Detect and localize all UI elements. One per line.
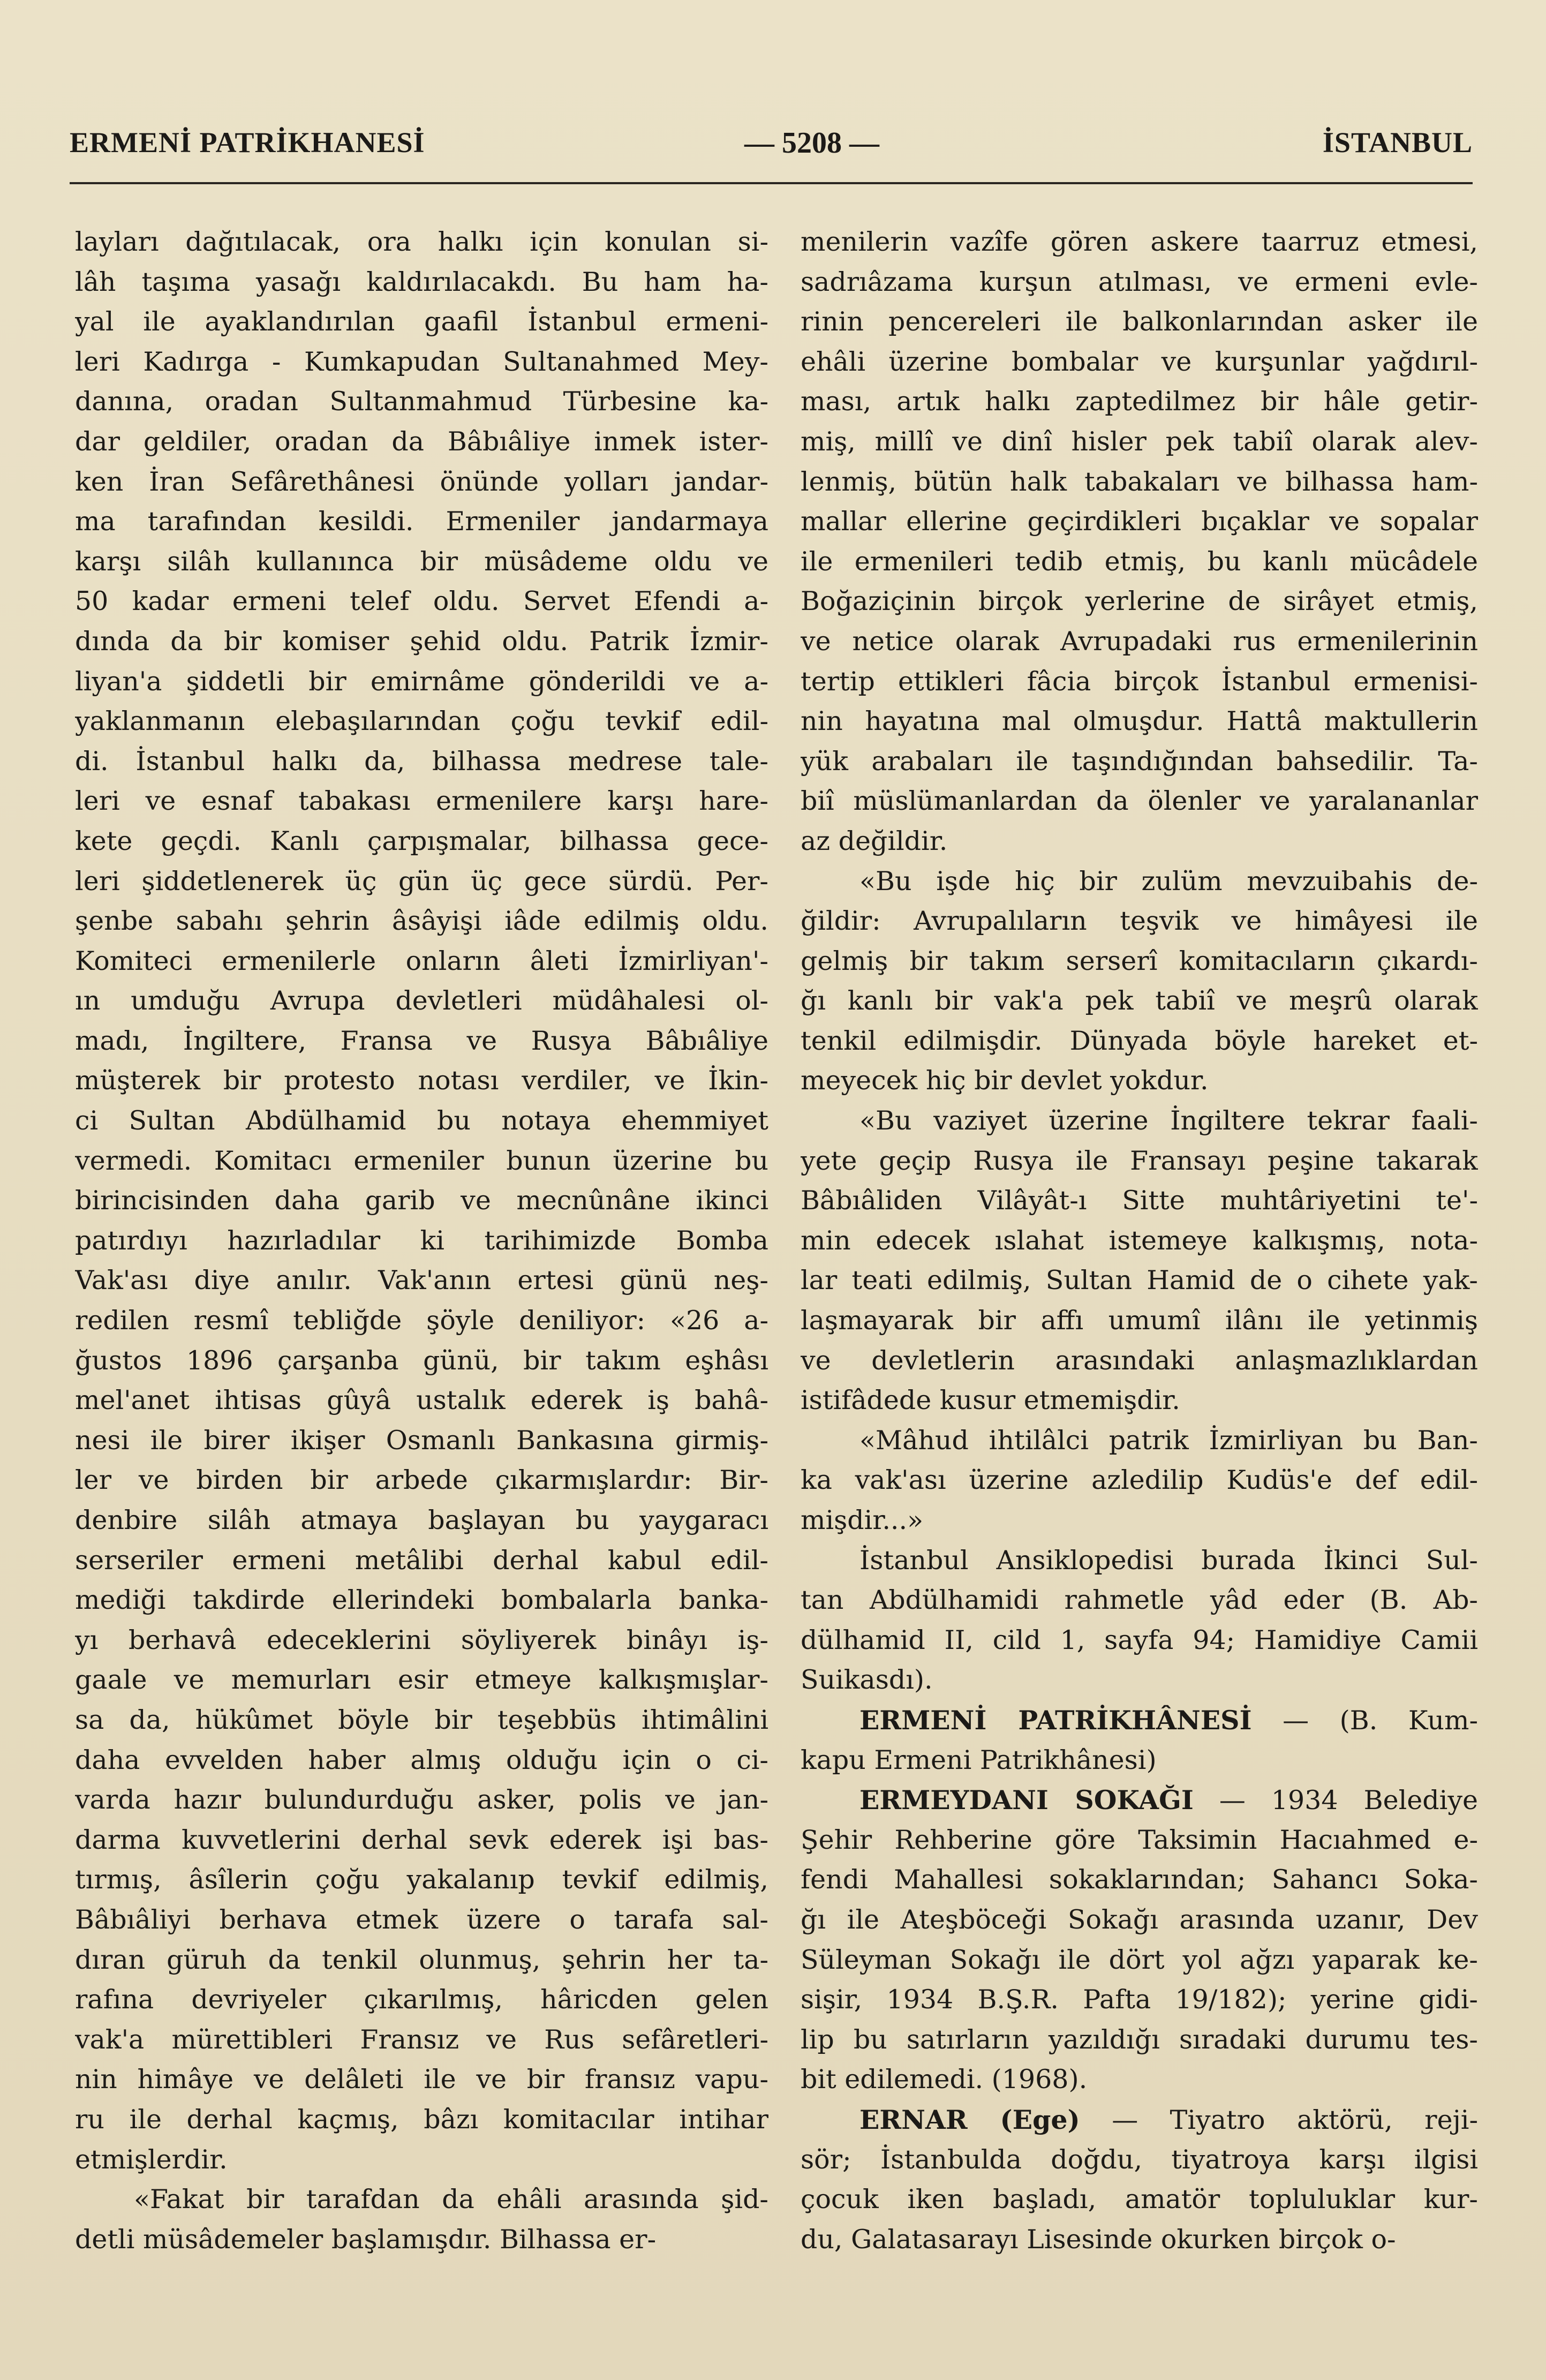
entry-headword: ERMEYDANI SOKAĞI xyxy=(859,1784,1194,1816)
text-line: madı, İngiltere, Fransa ve Rusya Bâbıâliye xyxy=(75,1025,768,1056)
text-line: mediği takdirde ellerindeki bombalarla banka- xyxy=(75,1585,768,1616)
text-line: ma tarafından kesildi. Ermeniler jandarmaya xyxy=(75,506,768,537)
text-line: Boğaziçinin birçok yerlerine de sirâyet etmiş, xyxy=(801,586,1478,617)
entry-headword: ERMENİ PATRİKHÂNESİ xyxy=(859,1704,1252,1736)
text-line: denbire silâh atmaya başlayan bu yaygaracı xyxy=(75,1505,768,1535)
text-line: «Mâhud ihtilâlci patrik İzmirliyan bu Ban- xyxy=(859,1425,1478,1456)
text-line: du, Galatasarayı Lisesinde okurken birçok o- xyxy=(801,2224,1396,2255)
text-line: patırdıyı hazırladılar ki tarihimizde Bomba xyxy=(75,1225,768,1256)
text-line: «Bu işde hiç bir zulüm mevzuibahis de- xyxy=(859,865,1478,897)
text-line: ve netice olarak Avrupadaki rus ermenilerinin xyxy=(801,626,1478,657)
text-line: ğustos 1896 çarşanba günü, bir takım eşhâsı xyxy=(75,1345,768,1376)
text-line: varda hazır bulundurduğu asker, polis ve jan- xyxy=(75,1784,768,1816)
text-line: az değildir. xyxy=(801,825,948,856)
text-line: müşterek bir protesto notası verdiler, ve İkin- xyxy=(75,1065,768,1096)
text-line: yı berhavâ edeceklerini söyliyerek binâyı iş- xyxy=(75,1624,768,1655)
text-line: daha evvelden haber almış olduğu için o ci- xyxy=(75,1744,768,1775)
text-line: ğildir: Avrupalıların teşvik ve himâyesi ile xyxy=(801,906,1478,937)
text-line: leri Kadırga - Kumkapudan Sultanahmed Mey- xyxy=(75,346,768,377)
text-line: ERNAR (Ege) — Tiyatro aktörü, reji- xyxy=(859,2104,1478,2135)
text-line: redilen resmî tebliğde şöyle deniliyor: «26 a- xyxy=(75,1305,768,1336)
entry-headword: ERNAR (Ege) xyxy=(859,2104,1080,2135)
text-line: biî müslümanlardan da ölenler ve yaralananlar xyxy=(801,786,1478,817)
text-line: lenmiş, bütün halk tabakaları ve bilhassa ham- xyxy=(801,466,1478,497)
text-line: yük arabaları ile taşındığından bahsedilir. Ta- xyxy=(801,745,1478,777)
text-line: çocuk iken başladı, amatör topluluklar kur- xyxy=(801,2184,1478,2215)
text-line: miş, millî ve dinî hisler pek tabiî olarak alev- xyxy=(801,426,1478,457)
text-line: ile ermenileri tedib etmiş, bu kanlı mücâdele xyxy=(801,546,1478,577)
text-line: ehâli üzerine bombalar ve kurşunlar yağdırıl- xyxy=(801,346,1478,377)
text-line: tertip ettikleri fâcia birçok İstanbul ermenisi- xyxy=(801,666,1478,697)
text-line: min edecek ıslahat istemeye kalkışmış, nota- xyxy=(801,1225,1478,1256)
text-line: leri şiddetlenerek üç gün üç gece sürdü. Per- xyxy=(75,865,768,897)
text-line: layları dağıtılacak, ora halkı için konulan si- xyxy=(75,227,768,257)
text-line: fendi Mahallesi sokaklarından; Sahancı Soka- xyxy=(801,1864,1478,1895)
text-line: ru ile derhal kaçmış, bâzı komitacılar intihar xyxy=(75,2104,768,2135)
text-line: kapu Ermeni Patrikhânesi) xyxy=(801,1744,1157,1775)
text-line: gaale ve memurları esir etmeye kalkışmışlar- xyxy=(75,1665,768,1696)
text-line: Bâbıâliyi berhava etmek üzere o tarafa sal- xyxy=(75,1904,768,1935)
text-line: laşmayarak bir affı umumî ilânı ile yetinmiş xyxy=(801,1305,1478,1336)
header-section-title: ERMENİ PATRİKHANESİ xyxy=(70,126,425,159)
text-line: ması, artık halkı zaptedilmez bir hâle getir- xyxy=(801,386,1478,417)
text-line: yete geçip Rusya ile Fransayı peşine takarak xyxy=(801,1145,1478,1176)
text-line: ERMENİ PATRİKHÂNESİ — (B. Kum- xyxy=(859,1704,1478,1736)
text-line: liyan'a şiddetli bir emirnâme gönderildi ve a- xyxy=(75,666,768,697)
text-line: İstanbul Ansiklopedisi burada İkinci Sul- xyxy=(859,1545,1478,1576)
text-line: 50 kadar ermeni telef oldu. Servet Efendi a- xyxy=(75,586,768,617)
text-line: ğı kanlı bir vak'a pek tabiî ve meşrû olarak xyxy=(801,985,1478,1016)
text-line: lar teati edilmiş, Sultan Hamid de o cihete yak- xyxy=(801,1265,1478,1296)
text-line: tırmış, âsîlerin çoğu yakalanıp tevkif edilmiş, xyxy=(75,1864,768,1895)
text-line: tan Abdülhamidi rahmetle yâd eder (B. Ab- xyxy=(801,1585,1478,1616)
text-line: nin hayatına mal olmuşdur. Hattâ maktullerin xyxy=(801,706,1478,737)
text-line: leri ve esnaf tabakası ermenilere karşı hare- xyxy=(75,786,768,817)
text-line: ve devletlerin arasındaki anlaşmazlıklardan xyxy=(801,1345,1478,1376)
text-line: nesi ile birer ikişer Osmanlı Bankasına girmiş- xyxy=(75,1425,768,1456)
text-line: sişir, 1934 B.Ş.R. Pafta 19/182); yerine gidi- xyxy=(801,1984,1478,2015)
text-line: mel'anet ihtisas gûyâ ustalık ederek iş bahâ- xyxy=(75,1385,768,1416)
text-line: karşı silâh kullanınca bir müsâdeme oldu ve xyxy=(75,546,768,577)
page-number: — 5208 — xyxy=(744,126,879,160)
text-line: meyecek hiç bir devlet yokdur. xyxy=(801,1065,1209,1096)
text-line: menilerin vazîfe gören askere taarruz etmesi, xyxy=(801,227,1478,257)
text-line: «Bu vaziyet üzerine İngiltere tekrar faali- xyxy=(859,1105,1478,1136)
text-line: kete geçdi. Kanlı çarpışmalar, bilhassa gece- xyxy=(75,825,768,856)
right-text-column xyxy=(801,222,1478,2260)
text-line: gelmiş bir takım serserî komitacıların çıkardı- xyxy=(801,945,1478,976)
text-line: Suikasdı). xyxy=(801,1665,933,1696)
text-line: lâh taşıma yasağı kaldırılacakdı. Bu ham ha- xyxy=(75,266,768,297)
text-line: «Fakat bir tarafdan da ehâli arasında şid- xyxy=(134,2184,768,2215)
text-line: yaklanmanın elebaşılarından çoğu tevkif edil- xyxy=(75,706,768,737)
text-line: birincisinden daha garib ve mecnûnâne ikinci xyxy=(75,1185,768,1216)
header-rule xyxy=(70,182,1473,184)
text-line: ğı ile Ateşböceği Sokağı arasında uzanır, Dev xyxy=(801,1904,1478,1935)
text-line: rinin pencereleri ile balkonlarından asker ile xyxy=(801,306,1478,337)
text-line: rafına devriyeler çıkarılmış, hâricden gelen xyxy=(75,1984,768,2015)
text-line: dıran güruh da tenkil olunmuş, şehrin her ta- xyxy=(75,1944,768,1975)
text-line: Bâbıâliden Vilâyât-ı Sitte muhtâriyetini te'- xyxy=(801,1185,1478,1216)
text-line: serseriler ermeni metâlibi derhal kabul edil- xyxy=(75,1545,768,1576)
text-line: dar geldiler, oradan da Bâbıâliye inmek ister- xyxy=(75,426,768,457)
text-line: ci Sultan Abdülhamid bu notaya ehemmiyet xyxy=(75,1105,768,1136)
text-line: bit edilemedi. (1968). xyxy=(801,2064,1088,2095)
text-line: danına, oradan Sultanmahmud Türbesine ka- xyxy=(75,386,768,417)
text-line: mallar ellerine geçirdikleri bıçaklar ve sopalar xyxy=(801,506,1478,537)
text-line: dında da bir komiser şehid oldu. Patrik İzmir- xyxy=(75,626,768,657)
text-line: dülhamid II, cild 1, sayfa 94; Hamidiye Camii xyxy=(801,1624,1478,1655)
text-line: di. İstanbul halkı da, bilhassa medrese tale- xyxy=(75,745,768,777)
text-line: etmişlerdir. xyxy=(75,2144,228,2175)
text-line: sör; İstanbulda doğdu, tiyatroya karşı ilgisi xyxy=(801,2144,1478,2175)
text-line: vak'a mürettibleri Fransız ve Rus sefâretleri- xyxy=(75,2024,768,2055)
header-city: İSTANBUL xyxy=(1322,126,1473,159)
text-line: sadrıâzama kurşun atılması, ve ermeni evle- xyxy=(801,266,1478,297)
text-line: ka vak'ası üzerine azledilip Kudüs'e def edil- xyxy=(801,1465,1478,1496)
text-line: lip bu satırların yazıldığı sıradaki durumu tes- xyxy=(801,2024,1478,2055)
text-line: istifâdede kusur etmemişdir. xyxy=(801,1385,1180,1416)
text-line: şenbe sabahı şehrin âsâyişi iâde edilmiş oldu. xyxy=(75,906,768,937)
text-line: Vak'ası diye anılır. Vak'anın ertesi günü neş- xyxy=(75,1265,768,1296)
text-line: ken İran Sefârethânesi önünde yolları jandar- xyxy=(75,466,768,497)
text-line: darma kuvvetlerini derhal sevk ederek işi bas- xyxy=(75,1824,768,1855)
text-line: tenkil edilmişdir. Dünyada böyle hareket et- xyxy=(801,1025,1478,1056)
text-line: Komiteci ermenilerle onların âleti İzmirliyan'- xyxy=(75,945,768,976)
text-line: nin himâye ve delâleti ile ve bir fransız vapu- xyxy=(75,2064,768,2095)
text-line: yal ile ayaklandırılan gaafil İstanbul ermeni- xyxy=(75,306,768,337)
running-header xyxy=(70,126,1473,174)
text-line: sa da, hükûmet böyle bir teşebbüs ihtimâlini xyxy=(75,1704,768,1735)
text-line: vermedi. Komitacı ermeniler bunun üzerine bu xyxy=(75,1145,768,1176)
text-line: ler ve birden bir arbede çıkarmışlardır: Bir- xyxy=(75,1465,768,1496)
text-line: ERMEYDANI SOKAĞI — 1934 Belediye xyxy=(859,1784,1478,1816)
text-line: mişdir...» xyxy=(801,1505,924,1535)
text-line: ın umduğu Avrupa devletleri müdâhalesi ol- xyxy=(75,985,768,1016)
left-text-column xyxy=(75,222,768,2260)
text-line: detli müsâdemeler başlamışdır. Bilhassa er- xyxy=(75,2224,657,2255)
text-line: Şehir Rehberine göre Taksimin Hacıahmed e- xyxy=(801,1824,1478,1855)
text-line: Süleyman Sokağı ile dört yol ağzı yaparak ke- xyxy=(801,1944,1478,1975)
